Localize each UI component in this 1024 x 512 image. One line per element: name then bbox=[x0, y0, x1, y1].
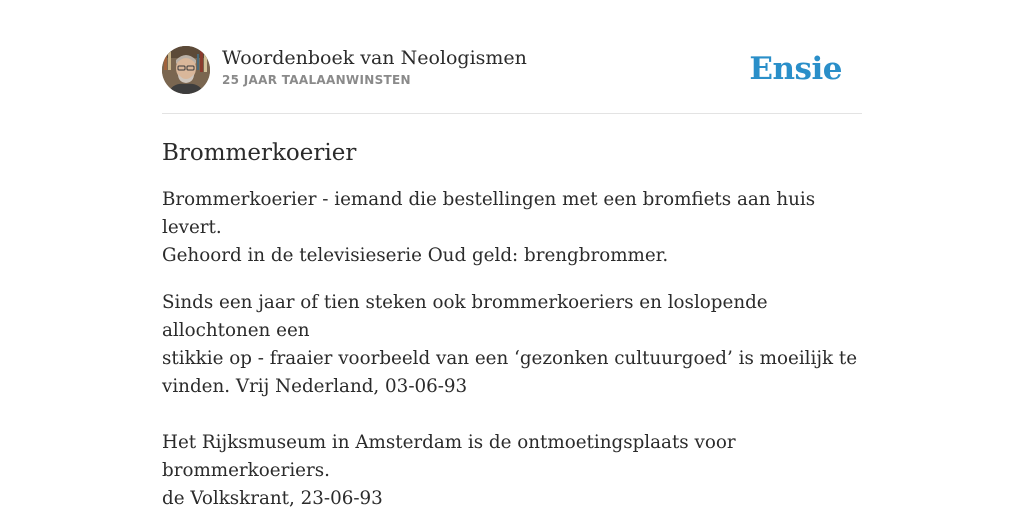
definition-line: Gehoord in de televisieserie Oud geld: brengbrommer. bbox=[162, 245, 669, 266]
quotes-paragraph bbox=[162, 289, 862, 512]
author-subtitle: 25 JAAR TAALAANWINSTEN bbox=[222, 73, 411, 87]
brand-logo[interactable]: Ensie bbox=[749, 51, 842, 87]
quote-line: stikkie op - fraaier voorbeeld van een ‘gezonken cultuurgoed’ is moeilijk te bbox=[162, 348, 858, 369]
definition-paragraph bbox=[162, 186, 862, 270]
quote-spacer bbox=[162, 401, 862, 429]
quote-line: Het Rijksmuseum in Amsterdam is de ontmoetingsplaats voor brommerkoeriers. bbox=[162, 432, 736, 481]
definition-line: Brommerkoerier - iemand die bestellingen met een bromfiets aan huis levert. bbox=[162, 189, 816, 238]
author-name[interactable]: Woordenboek van Neologismen bbox=[222, 47, 527, 69]
portrait-avatar-icon[interactable] bbox=[162, 46, 210, 94]
entry-header bbox=[162, 46, 862, 114]
entry-title: Brommerkoerier bbox=[162, 140, 357, 166]
entry-card bbox=[162, 46, 862, 512]
quote-line: vinden. Vrij Nederland, 03-06-93 bbox=[162, 376, 468, 397]
quote-line: de Volkskrant, 23-06-93 bbox=[162, 488, 383, 509]
author-block bbox=[222, 46, 527, 87]
quote-line: Sinds een jaar of tien steken ook brommerkoeriers en loslopende allochtonen een bbox=[162, 292, 768, 341]
